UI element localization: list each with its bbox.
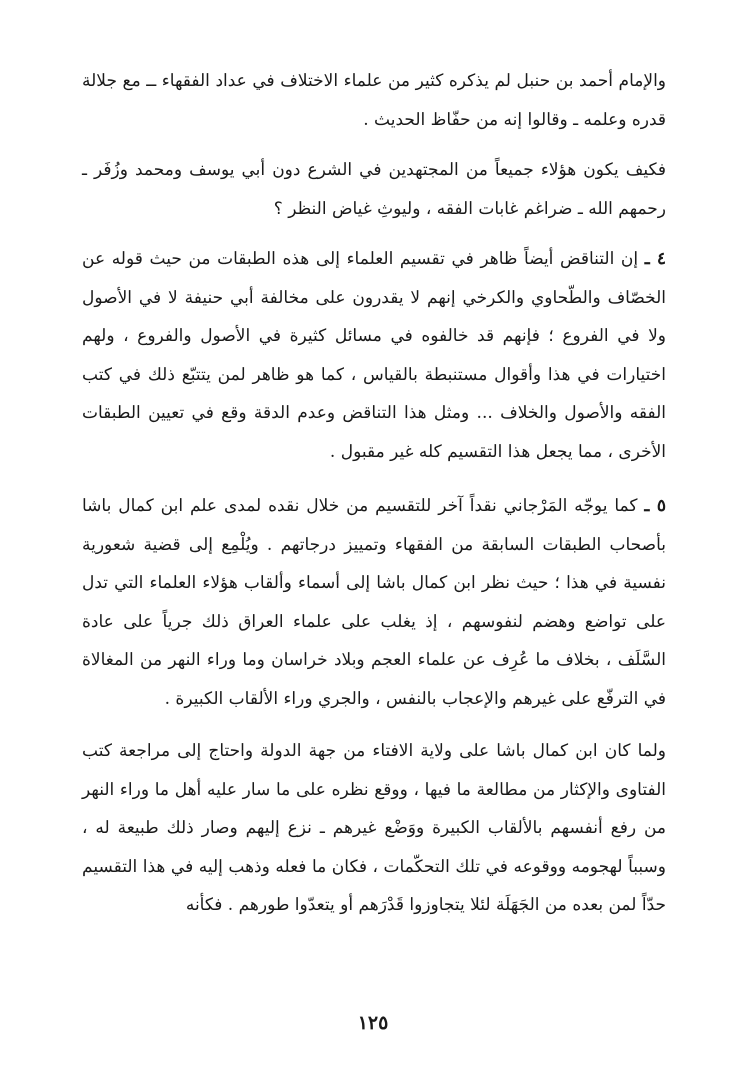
paragraph-4-text: كما يوجّه المَرْجاني نقداً آخر للتقسيم من خلال نقده لمدى علم ابن كمال باشا بأصحاب الطبقات السابقة من الفقهاء وتمييز درجاتهم . ويُلْمِع إلى قضية شعورية نفسية في هذا ؛ حيث نظر ابن كمال باشا إلى أسماء وألقاب هؤلاء العلماء التي تدل على تواضع وهضم لنفوسهم ، إذ يغلب على علماء العراق ذلك جرياً على عادة السَّلَف ، بخلاف ما عُرِف عن علماء العجم وبلاد خراسان وما وراء النهر من المغالاة في الترفّع على غيرهم والإعجاب بالنفس ، والجري وراء الألقاب الكبيرة . <box>82 496 666 709</box>
paragraph-3-text: إن التناقض أيضاً ظاهر في تقسيم العلماء إلى هذه الطبقات من حيث قوله عن الخصّاف والطّحاوي والكرخي إنهم لا يقدرون على مخالفة أبي حنيفة لا في الأصول ولا في الفروع ؛ فإنهم قد خالفوه في مسائل كثيرة في الأصول والفروع ، ولهم اختيارات في هذا وأقوال مستنبطة بالقياس ، كما هو ظاهر لمن يتتبّع ذلك في كتب الفقه والأصول والخلاف ... ومثل هذا التناقض وعدم الدقة وقع في تعيين الطبقات الأخرى ، مما يجعل هذا التقسيم كله غير مقبول . <box>82 249 666 462</box>
page-body <box>82 62 666 925</box>
paragraph-1-text: والإمام أحمد بن حنبل لم يذكره كثير من علماء الاختلاف في عداد الفقهاء ــ مع جلالة قدره وعلمه ـ وقالوا إنه من حفّاظ الحديث . <box>82 71 666 130</box>
item-number-4: ٤ ـ <box>644 249 667 269</box>
paragraph-3 <box>82 240 666 471</box>
paragraph-1 <box>82 62 666 139</box>
item-number-5: ٥ ـ <box>644 496 666 516</box>
paragraph-5-text: ولما كان ابن كمال باشا على ولاية الافتاء من جهة الدولة واحتاج إلى مراجعة كتب الفتاوى والإكثار من مطالعة ما فيها ، ووقع نظره على ما سار عليه أهل ما وراء النهر من رفع أنفسهم بالألقاب الكبيرة ووَضْع غيرهم ـ نزع إليهم وصار ذلك طبيعة له ، وسبباً لهجومه ووقوعه في تلك التحكّمات ، فكان ما فعله وذهب إليه في هذا التقسيم حدّاً لمن بعده من الجَهَلَة لئلا يتجاوزوا قَدْرَهم أو يتعدّوا طورهم . فكأنه <box>82 741 666 915</box>
paragraph-4 <box>82 487 666 718</box>
paragraph-2-text: فكيف يكون هؤلاء جميعاً من المجتهدين في الشرع دون أبي يوسف ومحمد وزُفَر ـ رحمهم الله ـ ضراغم غابات الفقه ، وليوثِ غياض النظر ؟ <box>82 160 666 219</box>
page-number: ١٢٥ <box>357 1012 389 1034</box>
paragraph-2 <box>82 151 666 228</box>
paragraph-5 <box>82 732 666 925</box>
